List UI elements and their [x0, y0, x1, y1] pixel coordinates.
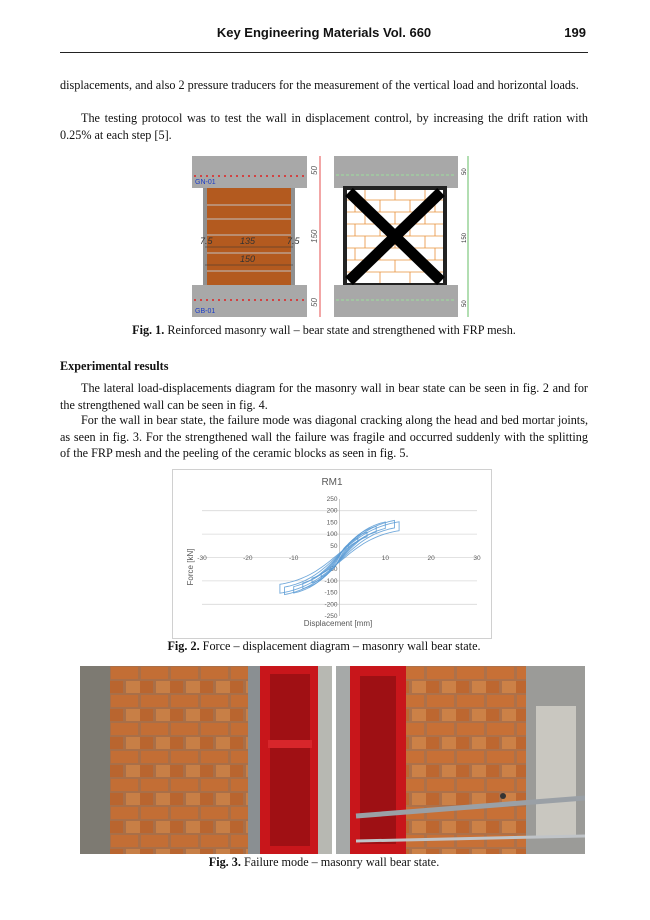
- paragraph-2: The testing protocol was to test the wall in displacement control, by increasing the drift ration with 0.25% at each step [5].: [60, 111, 588, 142]
- left-dim-bottom: 50: [310, 298, 319, 307]
- chart-x-tick: -10: [288, 555, 299, 562]
- chart-x-label: Displacement [mm]: [303, 619, 373, 628]
- dim-width: 150: [240, 254, 256, 264]
- figure-3-photos: [80, 666, 585, 854]
- paragraph-3: The lateral load-displacements diagram for the masonry wall in bear state can be seen in fig. 2 and for the strengthened wall can be seen in fig. 4.: [60, 381, 588, 412]
- right-dim-mid: 150: [462, 232, 468, 243]
- left-dim-mid: 150: [310, 229, 319, 243]
- figure-3-caption-text: Failure mode – masonry wall bear state.: [243, 855, 440, 869]
- chart-x-tick: -20: [243, 555, 253, 562]
- bottom-beam-strengthened: [334, 285, 458, 317]
- right-dim-bottom: 50: [462, 300, 468, 307]
- figure-1-caption-text: Reinforced masonry wall – bear state and strengthened with FRP mesh.: [167, 323, 516, 337]
- chart-x-tick: 30: [473, 555, 481, 562]
- photo-left: [80, 666, 332, 854]
- chart-x-tick: -30: [197, 555, 207, 562]
- figure-2-caption: [60, 639, 588, 654]
- figure-1-label: Fig. 1.: [132, 323, 165, 337]
- chart-y-tick: -50: [328, 566, 338, 574]
- dim-side-right: 7.5: [287, 236, 300, 246]
- paragraph-1: displacements, and also 2 pressure traducers for the measurement of the vertical load and horizontal loads.: [60, 78, 579, 92]
- left-dim-top: 50: [310, 166, 319, 175]
- beam-tag-top: GN-01: [195, 179, 216, 186]
- chart-y-label: Force [kN]: [186, 548, 195, 586]
- chart-y-tick: -200: [324, 601, 338, 609]
- figure-2-label: Fig. 2.: [167, 639, 200, 653]
- chart-y-tick: 50: [330, 542, 338, 550]
- chart-y-tick: 100: [326, 531, 338, 539]
- force-displacement-chart: [172, 469, 492, 639]
- dim-inner: 135: [240, 236, 256, 246]
- chart-y-tick: 250: [326, 496, 338, 503]
- journal-title: Key Engineering Materials Vol. 660: [216, 25, 432, 40]
- section-heading: Experimental results: [60, 359, 169, 373]
- chart-x-tick: 20: [427, 555, 435, 562]
- dim-side-left: 7.5: [200, 236, 213, 246]
- chart-y-tick: 200: [326, 507, 338, 515]
- right-dim-top: 50: [462, 168, 468, 175]
- figure-1-caption: [60, 323, 588, 338]
- chart-y-tick: -150: [324, 589, 338, 597]
- figure-2-caption-text: Force – displacement diagram – masonry wall bear state.: [202, 639, 481, 653]
- chart-y-tick: -250: [324, 613, 338, 620]
- running-header: [60, 22, 588, 53]
- chart-y-tick: -100: [324, 577, 338, 585]
- chart-title: RM1: [321, 477, 343, 488]
- figure-3-caption: [60, 855, 588, 870]
- figure-3-label: Fig. 3.: [208, 855, 241, 869]
- photo-right: [336, 666, 585, 854]
- beam-tag-bottom: GB-01: [195, 308, 216, 315]
- top-beam-strengthened: [334, 156, 458, 188]
- chart-x-tick: 10: [381, 555, 389, 562]
- page-number: 199: [564, 25, 586, 40]
- chart-y-tick: 150: [326, 519, 338, 527]
- figure-1-drawing: [190, 153, 480, 323]
- paragraph-4: For the wall in bear state, the failure mode was diagonal cracking along the head and bed mortar joints, as seen in fig. 3. For the strengthened wall the failure was fragile and occurred suddenly with the splitting of the FRP mesh and the peeling of the ceramic blocks as seen in fig. 5.: [60, 413, 588, 460]
